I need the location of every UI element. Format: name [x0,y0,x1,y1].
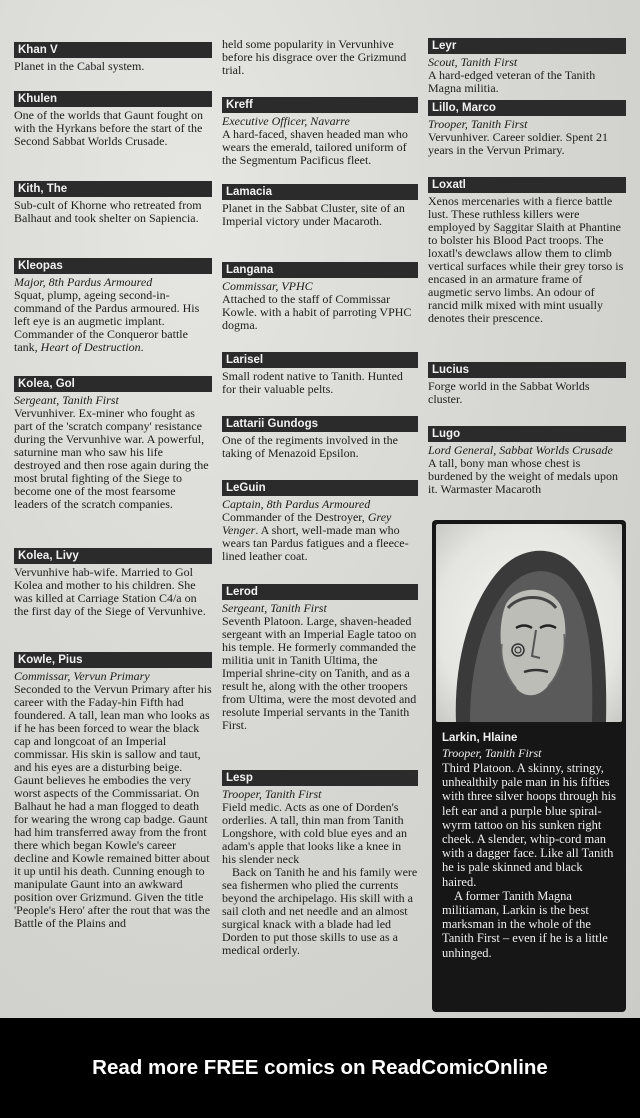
entry-rank: Lord General, Sabbat Worlds Crusade [428,443,613,457]
entry-title: Khulen [14,91,212,107]
larkin-portrait [436,524,622,722]
entry-desc: Vervunhiver. Ex-miner who fought as part of the 'scratch company' resistance during the Vervunhive war. A powerful, saturnine man who saw his life destroyed and then rose again during the most brutal fighting of the Siege to become one of the most fearsome leaders of the scratch companies. [14,406,209,511]
entry-desc-2: A former Tanith Magna militiaman, Larkin is the best marksman in the whole of the Tanith First – even if he is a little unhinged. [442,888,608,960]
entry-kolea-gol [14,376,212,511]
entry-desc: Vervunhiver. Career soldier. Spent 21 years in the Vervun Primary. [428,130,608,157]
entry-rank: Commissar, VPHC [222,279,313,293]
footer-text: Read more FREE comics on ReadComicOnline [92,1056,548,1079]
entry-kith [14,181,212,225]
entry-desc: Field medic. Acts as one of Dorden's orderlies. A tall, thin man from Tanith Longshore, with cold blue eyes and an adam's apple that looks like a knee in his slender neck [222,800,407,866]
entry-rank: Sergeant, Tanith First [14,393,119,407]
entry-langana [222,262,418,332]
entry-kolea-livy [14,548,212,618]
entry-title: Lucius [428,362,626,378]
entry-desc: Seventh Platoon. Large, shaven-headed sergeant with an Imperial Eagle tatoo on his temple. He formerly commanded the militia unit in Tanith Ultima, the Imperial shrine-city on Tanith, and as a result he, along with the other troopers from Ultima, were the most devoted and resolute Imperial servants in the Tanith First. [222,614,417,732]
entry-title: Langana [222,262,418,278]
entry-rank: Commissar, Vervun Primary [14,669,150,683]
entry-desc-2: Back on Tanith he and his family were sea fishermen who plied the currents beyond the archipelago. His skill with a sail cloth and net needle and an almost surgical knack with a blade had led Dorden to put those skills to use as a medical orderly. [222,865,418,957]
entry-desc: Squat, plump, ageing second-in-command of the Pardus armoured. His left eye is an augmetic implant. Commander of the Conqueror battle tank, Heart of Destruction. [14,288,200,354]
entry-rank: Executive Officer, Navarre [222,114,350,128]
entry-lucius [428,362,626,406]
entry-khan-v [14,42,212,73]
entry-title: Lerod [222,584,418,600]
entry-title: Khan V [14,42,212,58]
entry-kleopas [14,258,212,354]
entry-larkin-box [432,520,626,1012]
entry-title: Lattarii Gundogs [222,416,418,432]
entry-desc: Forge world in the Sabbat Worlds cluster. [428,379,590,406]
entry-kowle [14,652,212,930]
entry-lesp [222,770,418,957]
entry-desc: A hard-edged veteran of the Tanith Magna militia. [428,68,596,95]
entry-desc: Xenos mercenaries with a fierce battle lust. These ruthless killers were employed by Saggitar Slaith at Phantine to bolster his Blood Pact troops. The loxatl's dewclaws allow them to climb vertical surfaces while their grey torso is encased in an armature frame of augmetic servo limbs. An odour of rancid milk mixed with mint usually denotes their prescence. [428,194,624,325]
entry-rank: Captain, 8th Pardus Armoured [222,497,371,511]
entry-title: Kleopas [14,258,212,274]
entry-desc: A hard-faced, shaven headed man who wears the emerald, tailored uniform of the Segmentum Pacificus fleet. [222,127,408,167]
entry-desc: Vervunhive hab-wife. Married to Gol Kolea and mother to his children. She was killed at Carriage Station C4/a on the first day of the Siege of Vervunhive. [14,565,206,618]
entry-lerod [222,584,418,732]
entry-rank: Trooper, Tanith First [442,746,542,760]
entry-desc: One of the regiments involved in the taking of Menazoid Epsilon. [222,433,398,460]
entry-desc: Small rodent native to Tanith. Hunted for their valuable pelts. [222,369,403,396]
entry-leguin [222,480,418,563]
entry-larkin [442,730,620,960]
entry-desc: Planet in the Sabbat Cluster, site of an Imperial victory under Macaroth. [222,201,405,228]
entry-desc: Seconded to the Vervun Primary after his career with the Faday-hin Fifth had foundered. A tall, lean man who looks as if he has been forced to wear the black cap and longcoat of an Imperial commissar. His skin is sallow and taut, and his eyes are a disturbing beige. Gaunt believes he embodies the very worst aspects of the Commissariat. On Balhaut he had a man flogged to death for wearing the wrong cap badge. Gaunt had him transferred away from the front there which began Kowle's career decline and Kowle remained bitter about it up until his death. Cunning enough to manipulate Gaunt into an awkward position over Grizmund. Given the title 'People's Hero' after the rout that was the Battle of the Plains and [14,682,212,930]
entry-kreff [222,97,418,167]
entry-title: Kolea, Livy [14,548,212,564]
entry-title: Lillo, Marco [428,100,626,116]
entry-loxatl [428,177,626,325]
footer-banner[interactable] [0,1018,640,1118]
entry-desc: Third Platoon. A skinny, stringy, unhealthily pale man in his fifties with three silver hoops through his left ear and a purple blue spiral-wyrm tattoo on his sunken right cheek. A slender, whip-cord man with a dagger face. Like all Tanith he is pale skinned and black haired. [442,761,616,889]
entry-rank: Major, 8th Pardus Armoured [14,275,153,289]
entry-lamacia [222,184,418,228]
entry-larisel [222,352,418,396]
entry-rank: Trooper, Tanith First [428,117,528,131]
entry-desc: Commander of the Destroyer, Grey Venger. A short, well-made man who wears tan Pardus fatigues and a fleece-lined leather coat. [222,510,409,563]
entry-title: LeGuin [222,480,418,496]
entry-title: Loxatl [428,177,626,193]
entry-rank: Scout, Tanith First [428,55,518,69]
entry-rank: Sergeant, Tanith First [222,601,327,615]
entry-khulen [14,91,212,148]
entry-desc: Attached to the staff of Commissar Kowle. with a habit of parroting VPHC dogma. [222,292,412,332]
entry-title: Lugo [428,426,626,442]
entry-desc: Sub-cult of Khorne who retreated from Balhaut and took shelter on Sapiencia. [14,198,202,225]
entry-desc: A tall, bony man whose chest is burdened by the weight of medals upon it. Warmaster Macaroth [428,456,618,496]
entry-desc: One of the worlds that Gaunt fought on with the Hyrkans before the start of the Second Sabbat Worlds Crusade. [14,108,203,148]
entry-desc: Planet in the Cabal system. [14,59,145,73]
entry-title: Lamacia [222,184,418,200]
entry-title: Kreff [222,97,418,113]
entry-title: Kowle, Pius [14,652,212,668]
entry-leyr [428,38,626,95]
entry-rank: Trooper, Tanith First [222,787,322,801]
entry-lugo [428,426,626,496]
entry-title: Leyr [428,38,626,54]
larkin-portrait-illustration [436,524,622,722]
entry-title: Larkin, Hlaine [442,732,518,744]
entry-title: Kolea, Gol [14,376,212,392]
entry-title: Lesp [222,770,418,786]
entry-title: Kith, The [14,181,212,197]
entry-lillo [428,100,626,157]
entry-title: Larisel [222,352,418,368]
entry-lattarii [222,416,418,460]
entry-continuation: held some popularity in Vervunhive before his disgrace over the Grizmund trial. [222,37,407,77]
